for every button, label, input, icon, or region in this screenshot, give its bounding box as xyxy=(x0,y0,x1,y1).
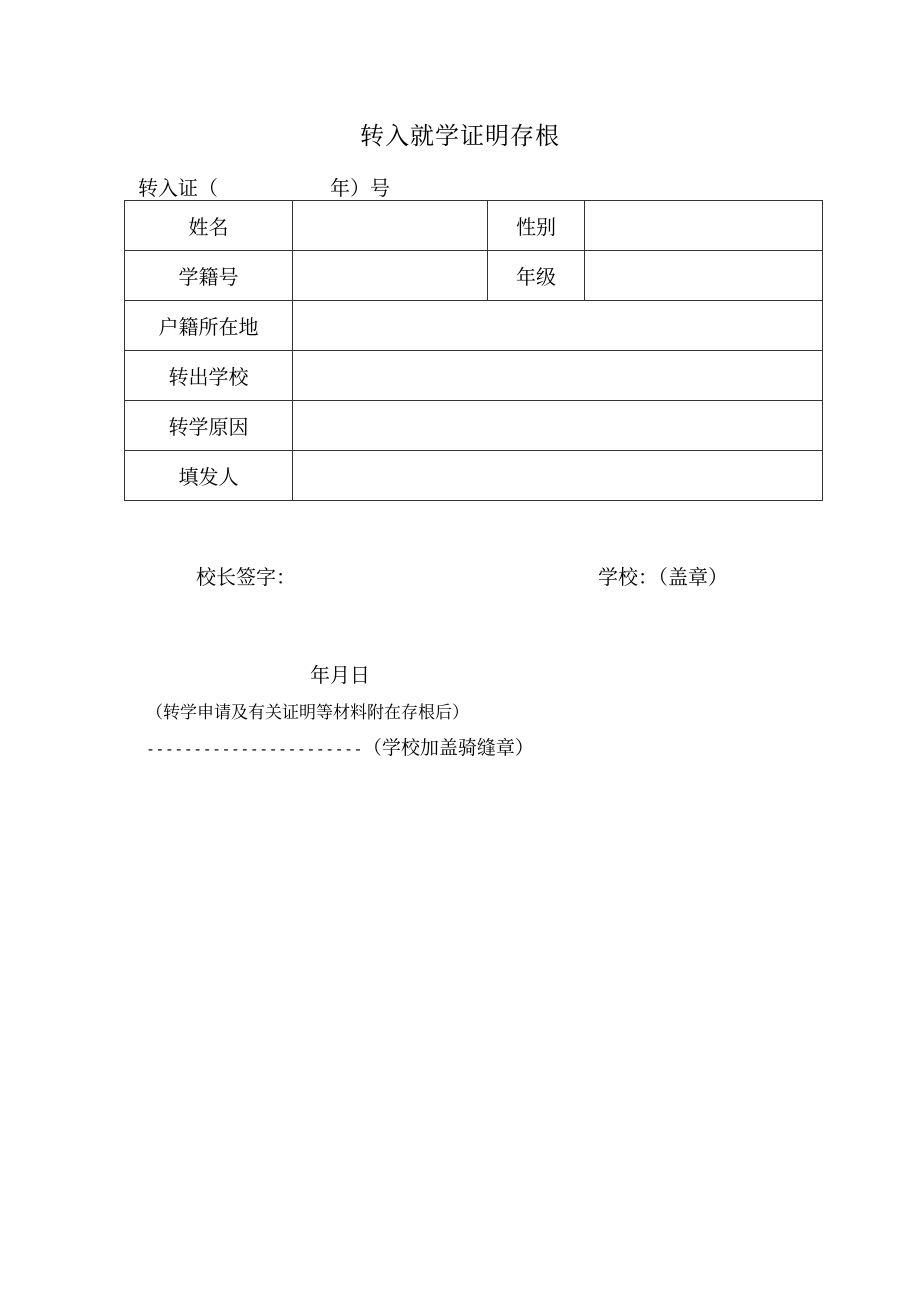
principal-signature-label: 校长签字： xyxy=(196,565,296,589)
from-school-label: 转出学校 xyxy=(125,351,293,401)
name-label: 姓名 xyxy=(125,201,293,251)
form-row-studentid-grade xyxy=(125,251,823,301)
student-id-field[interactable] xyxy=(293,251,488,301)
form-row-reason xyxy=(125,401,823,451)
student-id-label: 学籍号 xyxy=(125,251,293,301)
reason-field[interactable] xyxy=(293,401,823,451)
reason-label: 转学原因 xyxy=(125,401,293,451)
household-label: 户籍所在地 xyxy=(125,301,293,351)
grade-field[interactable] xyxy=(585,251,823,301)
from-school-field[interactable] xyxy=(293,351,823,401)
attachment-note: （转学申请及有关证明等材料附在存根后） xyxy=(146,703,469,723)
form-row-issuer xyxy=(125,451,823,501)
name-field[interactable] xyxy=(293,201,488,251)
date-line: 年月日 xyxy=(310,663,370,687)
certificate-number-suffix: 年）号 xyxy=(330,176,390,200)
school-seal-label: 学校：（盖章） xyxy=(598,565,728,589)
form-row-household xyxy=(125,301,823,351)
stitch-seal-line xyxy=(146,733,534,760)
household-field[interactable] xyxy=(293,301,823,351)
issuer-label: 填发人 xyxy=(125,451,293,501)
certificate-number-prefix: 转入证（ xyxy=(138,176,218,200)
transfer-form-table xyxy=(124,200,823,501)
certificate-number-line xyxy=(138,172,390,201)
document-title: 转入就学证明存根 xyxy=(360,122,560,150)
issuer-field[interactable] xyxy=(293,451,823,501)
cut-line-dashes: ----------------------- xyxy=(146,740,363,758)
gender-field[interactable] xyxy=(585,201,823,251)
stitch-seal-label: （学校加盖骑缝章） xyxy=(362,737,534,759)
gender-label: 性别 xyxy=(488,201,585,251)
form-row-name-gender xyxy=(125,201,823,251)
form-row-from-school xyxy=(125,351,823,401)
grade-label: 年级 xyxy=(488,251,585,301)
